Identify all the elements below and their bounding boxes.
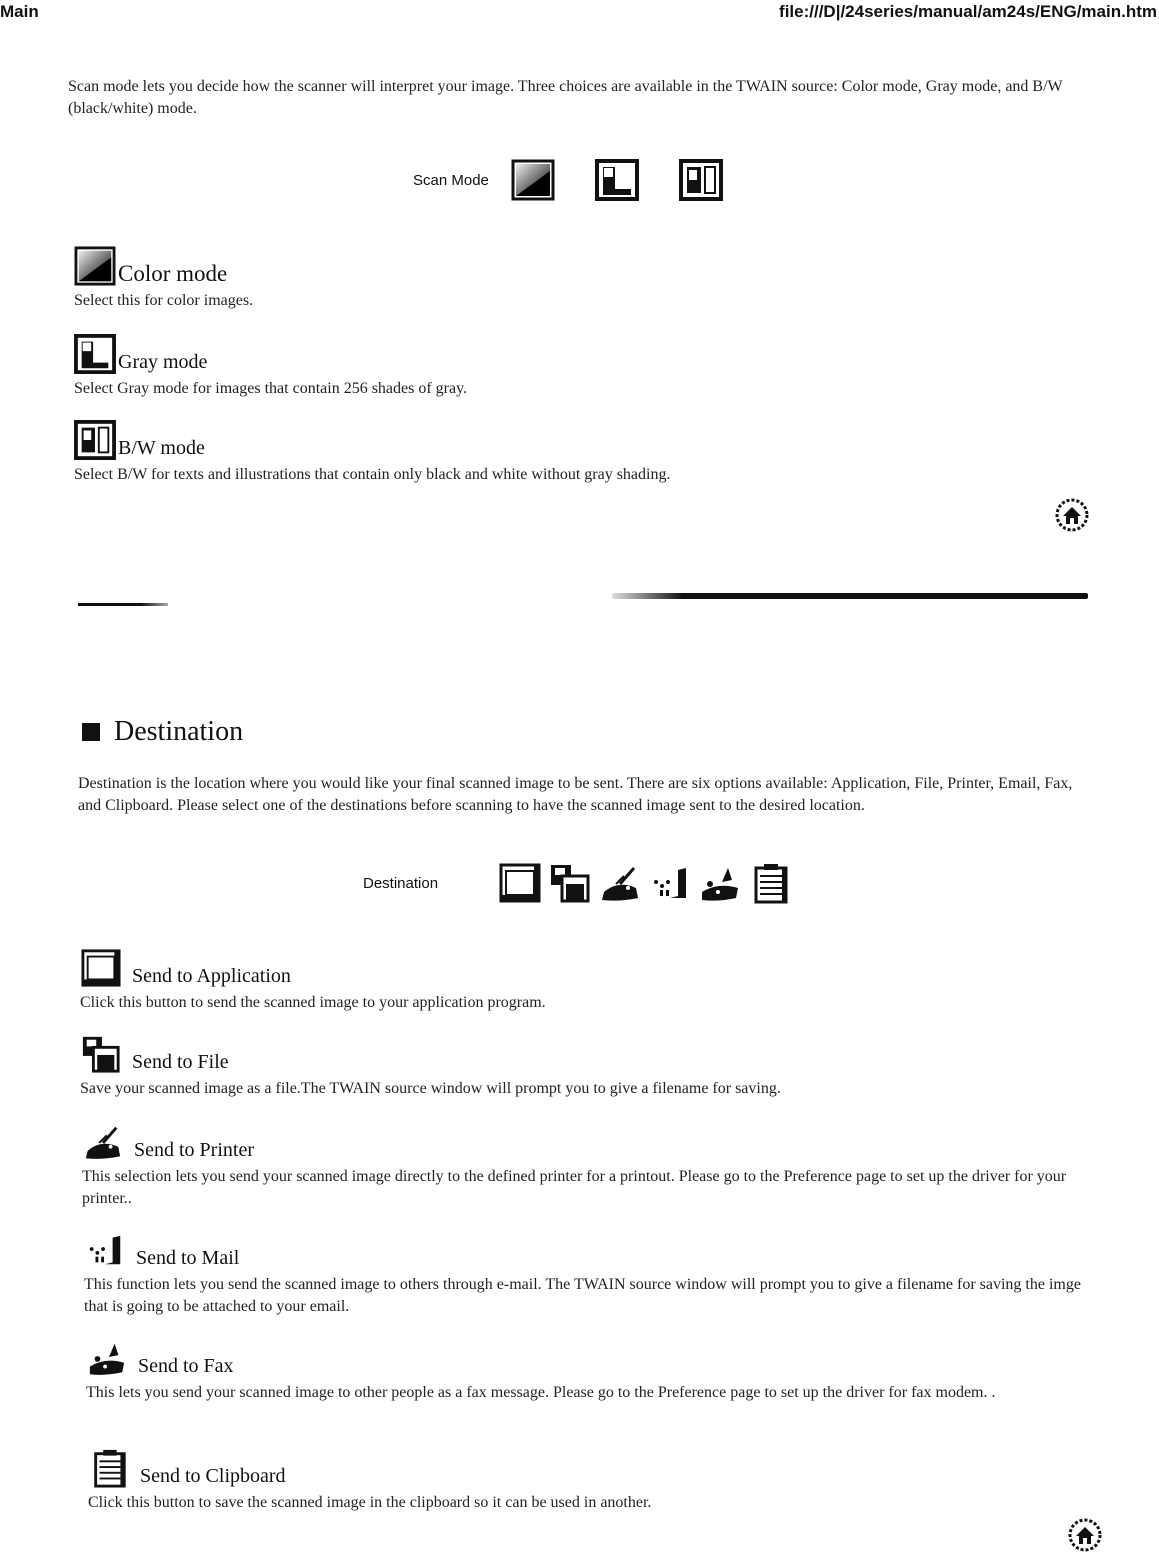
gray-mode-desc: Select Gray mode for images that contain 256 shades of gray. [74,380,468,397]
scan-mode-toolbar-label: Scan Mode [413,171,489,189]
color-mode-icon[interactable] [511,159,555,201]
bw-mode-icon[interactable] [679,159,723,201]
send-to-application-section [80,948,546,1014]
gray-mode-section [74,334,467,400]
page-header-title: Main [0,2,39,21]
mail-icon [84,1230,126,1270]
mail-icon[interactable] [648,862,692,904]
send-to-fax-desc: This lets you send your scanned image to other people as a fax message. Please go to the Preference page to set up the driver for fax modem. . [86,1384,996,1401]
destination-toolbar-label: Destination [363,874,439,892]
home-icon[interactable] [1068,1518,1102,1552]
file-icon[interactable] [548,862,592,904]
divider-right [612,593,1088,599]
scan-mode-intro: Scan mode lets you decide how the scanner will interpret your image. Three choices are available in the TWAIN source: Color mode, Gray mode, and B/W (black/white) mode. [68,78,1063,117]
send-to-mail-title: Send to Mail [136,1247,240,1269]
destination-title: Destination [114,716,244,747]
home-icon[interactable] [1055,498,1089,532]
send-to-printer-desc: This selection lets you send your scanned image directly to the defined printer for a printout. Please go to the Preference page to set up the driver for your printer.. [82,1168,1067,1207]
destination-heading [82,716,243,748]
square-bullet-icon [82,723,100,741]
send-to-printer-title: Send to Printer [134,1139,254,1161]
fax-icon[interactable] [698,862,742,904]
send-to-fax-section [86,1338,1086,1404]
printer-icon [82,1122,124,1162]
clipboard-icon[interactable] [748,862,792,904]
send-to-clipboard-section [88,1448,1078,1514]
gray-mode-title: Gray mode [118,351,208,373]
fax-icon [86,1338,128,1378]
send-to-application-desc: Click this button to send the scanned image to your application program. [80,994,546,1011]
file-icon [80,1034,122,1074]
bw-mode-desc: Select B/W for texts and illustrations that contain only black and white without gray shading. [74,466,671,483]
divider-left [78,603,168,606]
send-to-fax-title: Send to Fax [138,1355,234,1377]
printer-icon[interactable] [598,862,642,904]
clipboard-icon [88,1448,130,1488]
send-to-mail-desc: This function lets you send the scanned image to others through e-mail. The TWAIN source window will prompt you to give a filename for saving the imge that is going to be attached to your email. [84,1276,1081,1315]
page-header-url: file:///D|/24series/manual/am24s/ENG/main.htm [779,2,1157,21]
bw-mode-title: B/W mode [118,437,205,459]
gray-mode-icon [74,334,116,374]
send-to-mail-section [84,1230,1094,1318]
send-to-file-desc: Save your scanned image as a file.The TWAIN source window will prompt you to give a filename for saving. [80,1080,781,1097]
send-to-clipboard-desc: Click this button to save the scanned image in the clipboard so it can be used in another. [88,1494,652,1511]
send-to-file-title: Send to File [132,1051,229,1073]
color-mode-desc: Select this for color images. [74,292,254,309]
application-icon[interactable] [498,862,542,904]
gray-mode-icon[interactable] [595,159,639,201]
send-to-file-section [80,1034,781,1100]
application-icon [80,948,122,988]
destination-toolbar [363,862,798,904]
send-to-application-title: Send to Application [132,965,291,987]
destination-intro: Destination is the location where you would like your final scanned image to be sent. There are six options available: Application, File, Printer, Email, Fax, and Clipboard. Please select one of the destinations before scanning to have the scanned image sent to the desired location. [78,775,1073,814]
bw-mode-section [74,420,670,486]
send-to-printer-section [82,1122,1087,1210]
color-mode-title: Color mode [118,261,228,286]
color-mode-section [74,246,253,312]
scan-mode-toolbar [413,159,763,201]
color-mode-icon [74,246,116,286]
bw-mode-icon [74,420,116,460]
send-to-clipboard-title: Send to Clipboard [140,1465,286,1487]
